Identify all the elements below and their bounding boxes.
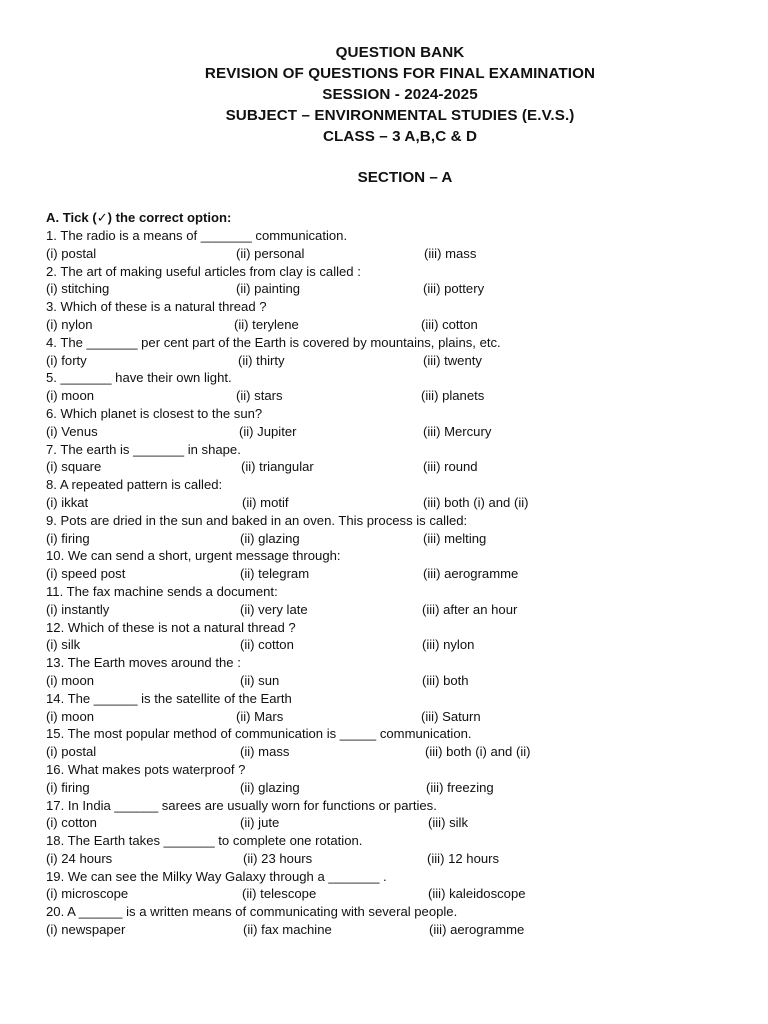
- option-1: (i) instantly: [46, 601, 110, 617]
- option-2: (ii) motif: [242, 494, 289, 510]
- option-1: (i) moon: [46, 388, 95, 404]
- option-1: (i) microscope: [46, 886, 129, 902]
- option-3: (iii) planets: [421, 388, 485, 404]
- option-3: (iii) cotton: [421, 316, 478, 332]
- options-row: [46, 885, 746, 903]
- question-text: 20. A ______ is a written means of communicating with several people.: [46, 904, 458, 920]
- option-2: (ii) Jupiter: [239, 423, 297, 439]
- options-row: [46, 850, 746, 868]
- question-text: 19. We can see the Milky Way Galaxy through a _______ .: [46, 868, 387, 884]
- option-1: (i) firing: [46, 530, 90, 546]
- options-row: [46, 423, 746, 441]
- header-subject: SUBJECT – ENVIRONMENTAL STUDIES (E.V.S.): [225, 107, 575, 124]
- option-3: (iii) after an hour: [422, 601, 518, 617]
- option-2: (ii) telegram: [240, 566, 310, 582]
- header-title: QUESTION BANK: [335, 44, 465, 61]
- option-3: (iii) nylon: [422, 637, 475, 653]
- question-text: 13. The Earth moves around the :: [46, 655, 241, 671]
- options-row: [46, 458, 746, 476]
- option-2: (ii) personal: [236, 245, 305, 261]
- options-row: [46, 316, 746, 334]
- option-2: (ii) painting: [236, 281, 301, 297]
- question-text: 3. Which of these is a natural thread ?: [46, 299, 267, 315]
- option-2: (ii) very late: [240, 601, 308, 617]
- options-row: [46, 779, 746, 797]
- option-2: (ii) 23 hours: [243, 850, 313, 866]
- options-row: [46, 352, 746, 370]
- question-list: [46, 209, 746, 939]
- header-session: SESSION - 2024-2025: [322, 86, 478, 103]
- option-2: (ii) glazing: [240, 530, 300, 546]
- options-row: [46, 530, 746, 548]
- option-2: (ii) stars: [236, 388, 283, 404]
- header-class: CLASS – 3 A,B,C & D: [322, 128, 478, 145]
- option-3: (iii) both: [422, 672, 469, 688]
- question-text: 17. In India ______ sarees are usually worn for functions or parties.: [46, 797, 437, 813]
- option-3: (iii) both (i) and (ii): [425, 744, 531, 760]
- options-row: [46, 636, 746, 654]
- option-3: (iii) silk: [428, 815, 468, 831]
- options-row: [46, 387, 746, 405]
- question-text: 11. The fax machine sends a document:: [46, 583, 278, 599]
- option-1: (i) firing: [46, 779, 90, 795]
- options-row: [46, 708, 746, 726]
- options-row: [46, 565, 746, 583]
- option-3: (iii) 12 hours: [427, 850, 500, 866]
- option-3: (iii) twenty: [423, 352, 482, 368]
- header-subtitle: REVISION OF QUESTIONS FOR FINAL EXAMINATION: [204, 65, 596, 82]
- options-row: [46, 921, 746, 939]
- question-text: 8. A repeated pattern is called:: [46, 477, 223, 493]
- option-2: (ii) Mars: [236, 708, 284, 724]
- option-2: (ii) triangular: [241, 459, 314, 475]
- option-1: (i) stitching: [46, 281, 110, 297]
- question-text: 1. The radio is a means of _______ communication.: [46, 228, 348, 243]
- options-row: [46, 245, 746, 263]
- option-2: (ii) fax machine: [243, 922, 332, 938]
- question-text: 18. The Earth takes _______ to complete one rotation.: [46, 833, 363, 849]
- document-header: [0, 42, 768, 147]
- option-3: (iii) both (i) and (ii): [423, 494, 529, 510]
- option-2: (ii) telescope: [242, 886, 317, 902]
- option-1: (i) forty: [46, 352, 87, 368]
- option-1: (i) nylon: [46, 316, 93, 332]
- options-row: [46, 814, 746, 832]
- option-3: (iii) pottery: [423, 281, 485, 297]
- option-2: (ii) terylene: [234, 316, 299, 332]
- option-1: (i) newspaper: [46, 922, 126, 938]
- question-text: 6. Which planet is closest to the sun?: [46, 405, 263, 421]
- option-2: (ii) glazing: [240, 779, 300, 795]
- option-2: (ii) mass: [240, 744, 290, 760]
- option-2: (ii) jute: [240, 815, 280, 831]
- section-title: SECTION – A: [357, 169, 453, 186]
- option-3: (iii) melting: [423, 530, 487, 546]
- option-1: (i) silk: [46, 637, 81, 653]
- question-text: 7. The earth is _______ in shape.: [46, 441, 241, 457]
- options-row: [46, 494, 746, 512]
- option-2: (ii) cotton: [240, 637, 294, 653]
- options-row: [46, 672, 746, 690]
- question-text: 10. We can send a short, urgent message through:: [46, 548, 341, 564]
- options-row: [46, 601, 746, 619]
- option-3: (iii) aerogramme: [429, 922, 525, 938]
- question-text: 16. What makes pots waterproof ?: [46, 761, 246, 777]
- option-3: (iii) kaleidoscope: [428, 886, 526, 902]
- option-2: (ii) sun: [240, 672, 280, 688]
- options-row: [46, 280, 746, 298]
- instruction: A. Tick (✓) the correct option:: [46, 210, 232, 225]
- option-3: (iii) mass: [424, 245, 477, 261]
- option-1: (i) ikkat: [46, 494, 89, 510]
- question-text: 2. The art of making useful articles from clay is called :: [46, 263, 361, 279]
- question-text: 14. The ______ is the satellite of the Earth: [46, 690, 292, 706]
- question-text: 12. Which of these is not a natural thread ?: [46, 619, 296, 635]
- option-1: (i) moon: [46, 708, 95, 724]
- question-text: 4. The _______ per cent part of the Earth is covered by mountains, plains, etc.: [46, 334, 501, 350]
- option-1: (i) speed post: [46, 566, 126, 582]
- option-1: (i) moon: [46, 672, 95, 688]
- question-text: 5. _______ have their own light.: [46, 370, 232, 386]
- option-2: (ii) thirty: [238, 352, 285, 368]
- option-1: (i) postal: [46, 744, 97, 760]
- questions-container: [46, 227, 746, 939]
- options-row: [46, 743, 746, 761]
- option-3: (iii) round: [423, 459, 478, 475]
- option-3: (iii) freezing: [426, 779, 494, 795]
- option-1: (i) Venus: [46, 423, 98, 439]
- option-1: (i) square: [46, 459, 102, 475]
- option-1: (i) cotton: [46, 815, 97, 831]
- question-text: 15. The most popular method of communication is _____ communication.: [46, 726, 472, 742]
- option-3: (iii) Saturn: [421, 708, 481, 724]
- question-text: 9. Pots are dried in the sun and baked in an oven. This process is called:: [46, 512, 468, 528]
- option-3: (iii) Mercury: [423, 423, 492, 439]
- option-1: (i) postal: [46, 245, 97, 261]
- option-1: (i) 24 hours: [46, 850, 113, 866]
- option-3: (iii) aerogramme: [423, 566, 519, 582]
